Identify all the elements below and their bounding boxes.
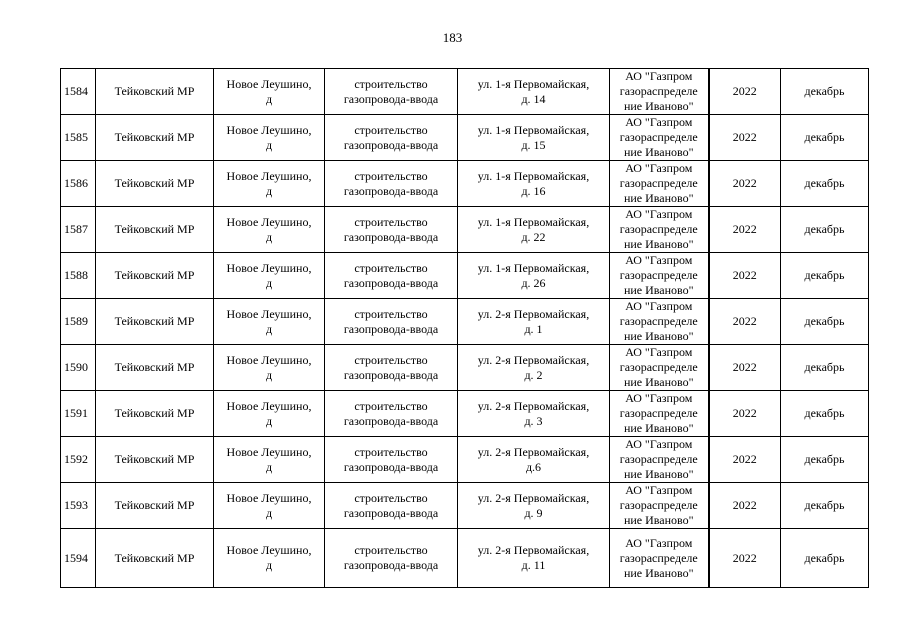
table-row: [61, 529, 869, 588]
settlement-cell-text: Новое Леушино, д: [226, 168, 312, 198]
year-cell-text: 2022: [732, 84, 757, 98]
table-row: [61, 345, 869, 391]
year-cell: [709, 161, 781, 207]
year-cell: [709, 529, 781, 588]
settlement-cell: [214, 437, 325, 483]
district-cell-text: Тейковский МР: [114, 360, 195, 374]
district-cell: [96, 253, 214, 299]
month-cell: [781, 529, 869, 588]
work-type-cell: [325, 115, 458, 161]
settlement-cell: [214, 69, 325, 115]
organization-cell: [610, 253, 709, 299]
organization-cell: [610, 69, 709, 115]
district-cell: [96, 161, 214, 207]
table-row: [61, 115, 869, 161]
row-number-cell: [61, 207, 96, 253]
month-cell: [781, 391, 869, 437]
work-type-cell: [325, 207, 458, 253]
work-type-cell: [325, 437, 458, 483]
table-row: [61, 483, 869, 529]
month-cell-text: декабрь: [804, 268, 845, 282]
district-cell-text: Тейковский МР: [114, 130, 195, 144]
month-cell: [781, 437, 869, 483]
organization-cell: [610, 161, 709, 207]
row-number-cell: [61, 69, 96, 115]
address-cell-text: ул. 2-я Первомайская, д. 11: [477, 543, 590, 572]
row-number-cell: [61, 161, 96, 207]
month-cell-text: декабрь: [804, 498, 845, 512]
settlement-cell: [214, 391, 325, 437]
work-type-cell: [325, 69, 458, 115]
month-cell-text: декабрь: [804, 84, 845, 98]
organization-cell: [610, 483, 709, 529]
district-cell: [96, 483, 214, 529]
settlement-cell: [214, 115, 325, 161]
district-cell-text: Тейковский МР: [114, 550, 195, 565]
address-cell-text: ул. 2-я Первомайская, д.6: [477, 444, 590, 474]
row-number-cell-text: 1593: [64, 498, 88, 512]
month-cell-text: декабрь: [804, 360, 845, 374]
organization-cell: [610, 437, 709, 483]
address-cell: [458, 391, 610, 437]
district-cell: [96, 69, 214, 115]
month-cell: [781, 161, 869, 207]
month-cell: [781, 483, 869, 529]
work-type-cell-text: строительство газопровода-ввода: [343, 398, 439, 428]
settlement-cell-text: Новое Леушино, д: [226, 214, 312, 244]
year-cell-text: 2022: [732, 222, 757, 236]
organization-cell: [610, 115, 709, 161]
row-number-cell-text: 1594: [64, 550, 88, 565]
page-number: 183: [442, 30, 463, 45]
address-cell: [458, 483, 610, 529]
address-cell-text: ул. 2-я Первомайская, д. 2: [477, 352, 590, 382]
work-type-cell: [325, 345, 458, 391]
settlement-cell-text: Новое Леушино, д: [226, 76, 312, 106]
address-cell-text: ул. 2-я Первомайская, д. 1: [477, 306, 590, 336]
year-cell: [709, 299, 781, 345]
settlement-cell-text: Новое Леушино, д: [226, 490, 312, 520]
row-number-cell-text: 1589: [64, 314, 88, 328]
organization-cell-text: АО "Газпром газораспределе ние Иваново": [619, 299, 698, 343]
month-cell: [781, 253, 869, 299]
year-cell: [709, 437, 781, 483]
address-cell: [458, 253, 610, 299]
district-cell-text: Тейковский МР: [114, 84, 195, 98]
month-cell-text: декабрь: [804, 550, 845, 565]
address-cell-text: ул. 2-я Первомайская, д. 9: [477, 490, 590, 520]
district-cell: [96, 115, 214, 161]
month-cell-text: декабрь: [804, 222, 845, 236]
organization-cell-text: АО "Газпром газораспределе ние Иваново": [619, 69, 698, 113]
table-row: [61, 253, 869, 299]
work-type-cell-text: строительство газопровода-ввода: [343, 122, 439, 152]
address-cell: [458, 115, 610, 161]
work-type-cell-text: строительство газопровода-ввода: [343, 490, 439, 520]
month-cell: [781, 69, 869, 115]
year-cell-text: 2022: [732, 360, 757, 374]
address-cell: [458, 207, 610, 253]
work-type-cell: [325, 299, 458, 345]
district-cell: [96, 437, 214, 483]
row-number-cell: [61, 253, 96, 299]
district-cell-text: Тейковский МР: [114, 268, 195, 282]
settlement-cell: [214, 161, 325, 207]
settlement-cell-text: Новое Леушино, д: [226, 444, 312, 474]
table-row: [61, 207, 869, 253]
gasification-table: [60, 68, 869, 588]
table-row: [61, 161, 869, 207]
address-cell: [458, 299, 610, 345]
address-cell: [458, 529, 610, 588]
organization-cell-text: АО "Газпром газораспределе ние Иваново": [619, 535, 698, 580]
work-type-cell-text: строительство газопровода-ввода: [343, 214, 439, 244]
year-cell: [709, 345, 781, 391]
row-number-cell: [61, 529, 96, 588]
settlement-cell-text: Новое Леушино, д: [226, 543, 312, 572]
row-number-cell-text: 1592: [64, 452, 88, 466]
work-type-cell-text: строительство газопровода-ввода: [343, 260, 439, 290]
work-type-cell-text: строительство газопровода-ввода: [343, 444, 439, 474]
district-cell: [96, 391, 214, 437]
organization-cell: [610, 529, 709, 588]
address-cell-text: ул. 1-я Первомайская, д. 22: [477, 214, 590, 244]
year-cell-text: 2022: [732, 130, 757, 144]
row-number-cell-text: 1591: [64, 406, 88, 420]
settlement-cell-text: Новое Леушино, д: [226, 122, 312, 152]
settlement-cell: [214, 299, 325, 345]
district-cell-text: Тейковский МР: [114, 452, 195, 466]
district-cell-text: Тейковский МР: [114, 176, 195, 190]
settlement-cell-text: Новое Леушино, д: [226, 306, 312, 336]
address-cell: [458, 345, 610, 391]
district-cell-text: Тейковский МР: [114, 498, 195, 512]
settlement-cell-text: Новое Леушино, д: [226, 352, 312, 382]
table-row: [61, 437, 869, 483]
work-type-cell-text: строительство газопровода-ввода: [343, 352, 439, 382]
organization-cell-text: АО "Газпром газораспределе ние Иваново": [619, 253, 698, 297]
year-cell: [709, 207, 781, 253]
organization-cell: [610, 345, 709, 391]
work-type-cell: [325, 391, 458, 437]
settlement-cell: [214, 483, 325, 529]
year-cell-text: 2022: [732, 176, 757, 190]
row-number-cell: [61, 345, 96, 391]
year-cell-text: 2022: [732, 268, 757, 282]
work-type-cell: [325, 253, 458, 299]
settlement-cell-text: Новое Леушино, д: [226, 260, 312, 290]
year-cell: [709, 483, 781, 529]
address-cell-text: ул. 1-я Первомайская, д. 16: [477, 168, 590, 198]
year-cell-text: 2022: [732, 314, 757, 328]
address-cell-text: ул. 1-я Первомайская, д. 15: [477, 122, 590, 152]
organization-cell-text: АО "Газпром газораспределе ние Иваново": [619, 483, 698, 527]
organization-cell: [610, 391, 709, 437]
organization-cell: [610, 299, 709, 345]
district-cell: [96, 299, 214, 345]
address-cell: [458, 161, 610, 207]
year-cell: [709, 69, 781, 115]
district-cell: [96, 529, 214, 588]
row-number-cell-text: 1588: [64, 268, 88, 282]
row-number-cell-text: 1584: [64, 84, 88, 98]
table-row: [61, 69, 869, 115]
work-type-cell-text: строительство газопровода-ввода: [343, 306, 439, 336]
table-body: [61, 69, 869, 588]
organization-cell-text: АО "Газпром газораспределе ние Иваново": [619, 437, 698, 481]
month-cell-text: декабрь: [804, 176, 845, 190]
settlement-cell: [214, 529, 325, 588]
work-type-cell: [325, 529, 458, 588]
year-cell-text: 2022: [732, 406, 757, 420]
district-cell: [96, 345, 214, 391]
work-type-cell-text: строительство газопровода-ввода: [343, 76, 439, 106]
organization-cell-text: АО "Газпром газораспределе ние Иваново": [619, 345, 698, 389]
table-row: [61, 391, 869, 437]
organization-cell-text: АО "Газпром газораспределе ние Иваново": [619, 115, 698, 159]
month-cell: [781, 115, 869, 161]
district-cell-text: Тейковский МР: [114, 406, 195, 420]
work-type-cell-text: строительство газопровода-ввода: [343, 543, 439, 572]
year-cell: [709, 115, 781, 161]
settlement-cell-text: Новое Леушино, д: [226, 398, 312, 428]
row-number-cell: [61, 391, 96, 437]
organization-cell-text: АО "Газпром газораспределе ние Иваново": [619, 207, 698, 251]
address-cell: [458, 437, 610, 483]
district-cell: [96, 207, 214, 253]
month-cell-text: декабрь: [804, 406, 845, 420]
month-cell-text: декабрь: [804, 130, 845, 144]
organization-cell: [610, 207, 709, 253]
year-cell-text: 2022: [732, 452, 757, 466]
address-cell-text: ул. 1-я Первомайская, д. 14: [477, 76, 590, 106]
row-number-cell-text: 1585: [64, 130, 88, 144]
work-type-cell: [325, 161, 458, 207]
row-number-cell-text: 1587: [64, 222, 88, 236]
year-cell: [709, 253, 781, 299]
address-cell: [458, 69, 610, 115]
month-cell-text: декабрь: [804, 314, 845, 328]
address-cell-text: ул. 1-я Первомайская, д. 26: [477, 260, 590, 290]
settlement-cell: [214, 207, 325, 253]
year-cell-text: 2022: [732, 550, 757, 565]
row-number-cell-text: 1590: [64, 360, 88, 374]
month-cell: [781, 299, 869, 345]
month-cell-text: декабрь: [804, 452, 845, 466]
month-cell: [781, 207, 869, 253]
row-number-cell-text: 1586: [64, 176, 88, 190]
row-number-cell: [61, 115, 96, 161]
settlement-cell: [214, 345, 325, 391]
work-type-cell: [325, 483, 458, 529]
organization-cell-text: АО "Газпром газораспределе ние Иваново": [619, 391, 698, 435]
organization-cell-text: АО "Газпром газораспределе ние Иваново": [619, 161, 698, 205]
table-row: [61, 299, 869, 345]
district-cell-text: Тейковский МР: [114, 222, 195, 236]
row-number-cell: [61, 437, 96, 483]
settlement-cell: [214, 253, 325, 299]
address-cell-text: ул. 2-я Первомайская, д. 3: [477, 398, 590, 428]
work-type-cell-text: строительство газопровода-ввода: [343, 168, 439, 198]
month-cell: [781, 345, 869, 391]
year-cell: [709, 391, 781, 437]
district-cell-text: Тейковский МР: [114, 314, 195, 328]
row-number-cell: [61, 483, 96, 529]
year-cell-text: 2022: [732, 498, 757, 512]
row-number-cell: [61, 299, 96, 345]
